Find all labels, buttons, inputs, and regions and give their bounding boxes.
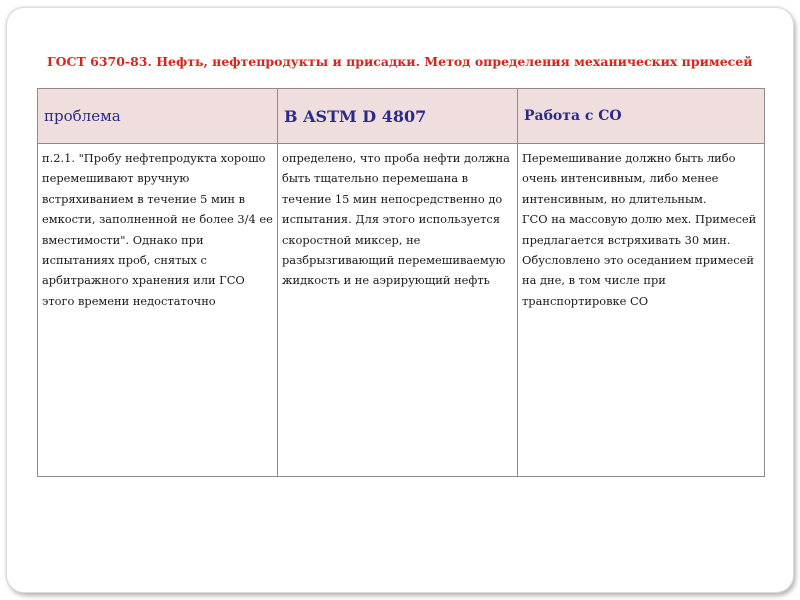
header-astm: В ASTM D 4807 xyxy=(278,89,518,144)
cell-astm: определено, что проба нефти должна быть тщательно перемешана в течение 15 мин непосредственно до испытания. Для этого используется скоростной миксер, не разбрызгивающий перемешиваемую жидкость и не аэрирующий нефть xyxy=(278,144,518,477)
slide-title: ГОСТ 6370-83. Нефть, нефтепродукты и присадки. Метод определения механических примесей xyxy=(47,54,753,69)
cell-reference-materials: Перемешивание должно быть либо очень интенсивным, либо менее интенсивным, но длительным. ГСО на массовую долю мех. Примесей предлагается встряхивать 30 мин. Обусловлено это оседанием примесей на дне, в том числе при транспортировке СО xyxy=(518,144,765,477)
table-row xyxy=(38,144,765,477)
table-header-row xyxy=(38,89,765,144)
comparison-table xyxy=(37,88,765,477)
header-reference-materials: Работа с СО xyxy=(518,89,765,144)
header-problem: проблема xyxy=(38,89,278,144)
cell-problem: п.2.1. "Пробу нефтепродукта хорошо перемешивают вручную встряхиванием в течение 5 мин в емкости, заполненной не более 3/4 ее вместимости". Однако при испытаниях проб, снятых с арбитражного хранения или ГСО этого времени недостаточно xyxy=(38,144,278,477)
